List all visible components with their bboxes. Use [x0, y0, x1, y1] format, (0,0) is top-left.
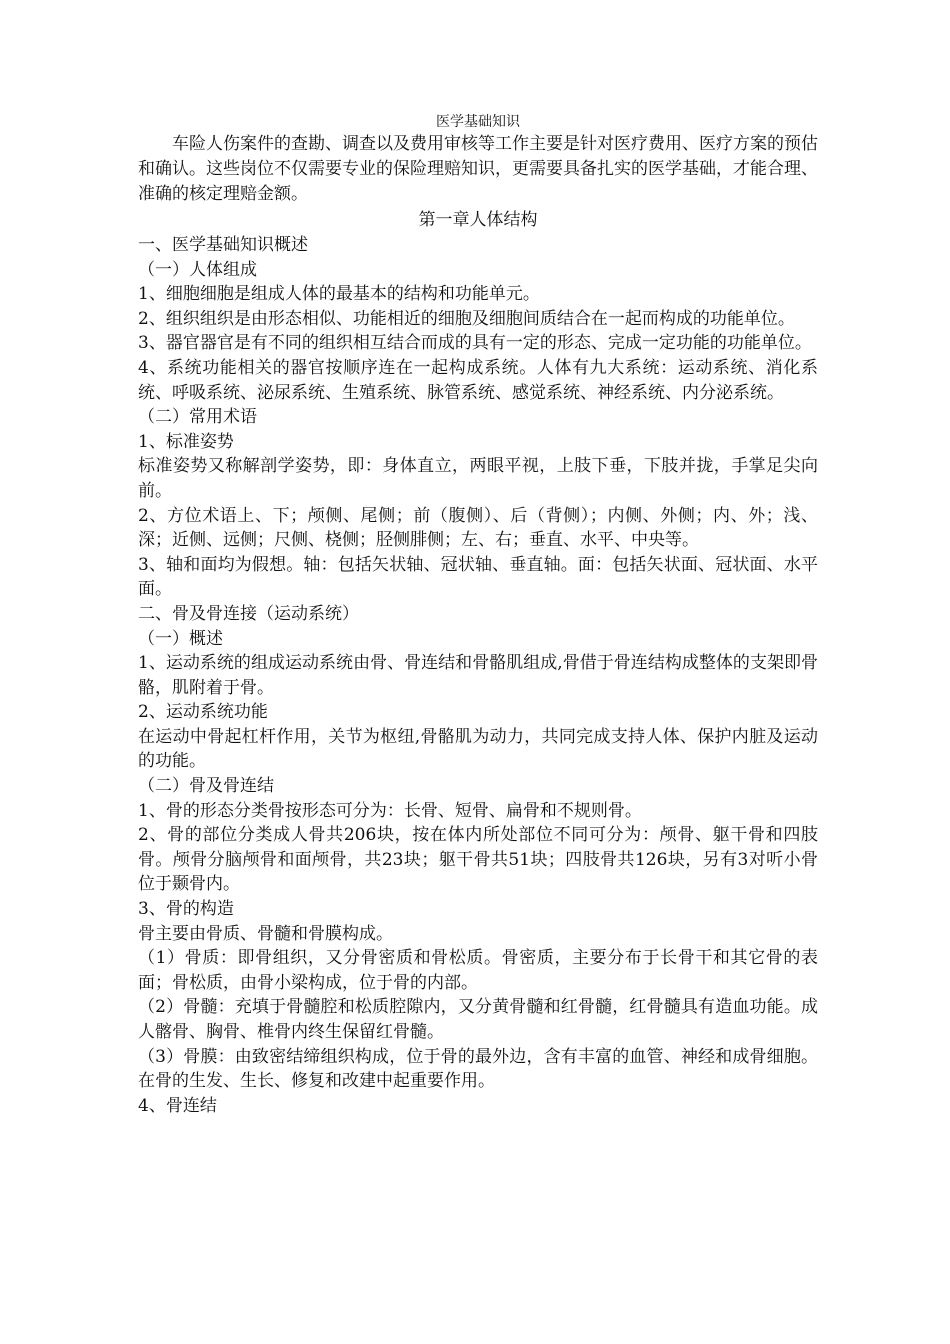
body-paragraph: 1、运动系统的组成运动系统由骨、骨连结和骨骼肌组成,骨借于骨连结构成整体的支架即骨骼，肌附着于骨。	[138, 653, 818, 698]
section-heading: 一、医学基础知识概述	[138, 235, 308, 255]
item-heading: 3、骨的构造	[138, 899, 234, 920]
body-paragraph: （2）骨髓：充填于骨髓腔和松质腔隙内，又分黄骨髓和红骨髓，红骨髓具有造血功能。成人髂骨、胸骨、椎骨内终生保留红骨髓。	[138, 997, 818, 1042]
item-heading: 2、运动系统功能	[138, 702, 268, 723]
item-heading: 4、骨连结	[138, 1095, 217, 1116]
intro-paragraph: 车险人伤案件的查勘、调查以及费用审核等工作主要是针对医疗费用、医疗方案的预估和确认。这些岗位不仅需要专业的保险理赔知识，更需要具备扎实的医学基础，才能合理、准确的核定理赔金额。	[138, 134, 818, 204]
subsection-heading: （一）人体组成	[138, 259, 257, 280]
subsection-heading: （二）常用术语	[138, 407, 257, 428]
body-paragraph: （3）骨膜：由致密结缔组织构成，位于骨的最外边，含有丰富的血管、神经和成骨细胞。在骨的生发、生长、修复和改建中起重要作用。	[138, 1046, 818, 1092]
body-paragraph: 4、系统功能相关的器官按顺序连在一起构成系统。人体有九大系统：运动系统、消化系统、呼吸系统、泌尿系统、生殖系统、脉管系统、感觉系统、神经系统、内分泌系统。	[138, 357, 818, 403]
document-title: 医学基础知识	[436, 114, 520, 130]
body-paragraph: 在运动中骨起杠杆作用，关节为枢纽,骨骼肌为动力，共同完成支持人体、保护内脏及运动的功能。	[138, 726, 818, 772]
subsection-heading: （二）骨及骨连结	[138, 776, 274, 797]
body-paragraph: 2、组织组织是由形态相似、功能相近的细胞及细胞间质结合在一起而构成的功能单位。	[138, 308, 795, 329]
body-paragraph: 标准姿势又称解剖学姿势，即：身体直立，两眼平视，上肢下垂，下肢并拢，手掌足尖向前。	[138, 456, 818, 501]
body-paragraph: 3、器官器官是有不同的组织相互结合而成的具有一定的形态、完成一定功能的功能单位。	[138, 333, 812, 354]
body-paragraph: 1、细胞细胞是组成人体的最基本的结构和功能单元。	[138, 284, 540, 305]
item-heading: 1、标准姿势	[138, 431, 234, 452]
section-heading: 二、骨及骨连接（运动系统）	[138, 603, 359, 624]
body-paragraph: （1）骨质：即骨组织，又分骨密质和骨松质。骨密质，主要分布于长骨干和其它骨的表面；骨松质，由骨小梁构成，位于骨的内部。	[138, 948, 818, 993]
body-paragraph: 2、骨的部位分类成人骨共206块，按在体内所处部位不同可分为：颅骨、躯干骨和四肢骨。颅骨分脑颅骨和面颅骨，共23块；躯干骨共51块；四肢骨共126块，另有3对听小骨位于颞骨内。	[138, 825, 818, 895]
body-paragraph: 2、方位术语上、下；颅侧、尾侧；前（腹侧）、后（背侧）；内侧、外侧；内、外；浅、深；近侧、远侧；尺侧、桡侧；胫侧腓侧；左、右；垂直、水平、中央等。	[138, 505, 818, 551]
body-paragraph: 骨主要由骨质、骨髓和骨膜构成。	[138, 923, 393, 944]
subsection-heading: （一）概述	[138, 628, 223, 649]
body-paragraph: 1、骨的形态分类骨按形态可分为：长骨、短骨、扁骨和不规则骨。	[138, 800, 642, 821]
body-paragraph: 3、轴和面均为假想。轴：包括矢状轴、冠状轴、垂直轴。面：包括矢状面、冠状面、水平面。	[138, 554, 818, 600]
chapter-title: 第一章人体结构	[418, 210, 538, 230]
document-page	[138, 112, 818, 1118]
